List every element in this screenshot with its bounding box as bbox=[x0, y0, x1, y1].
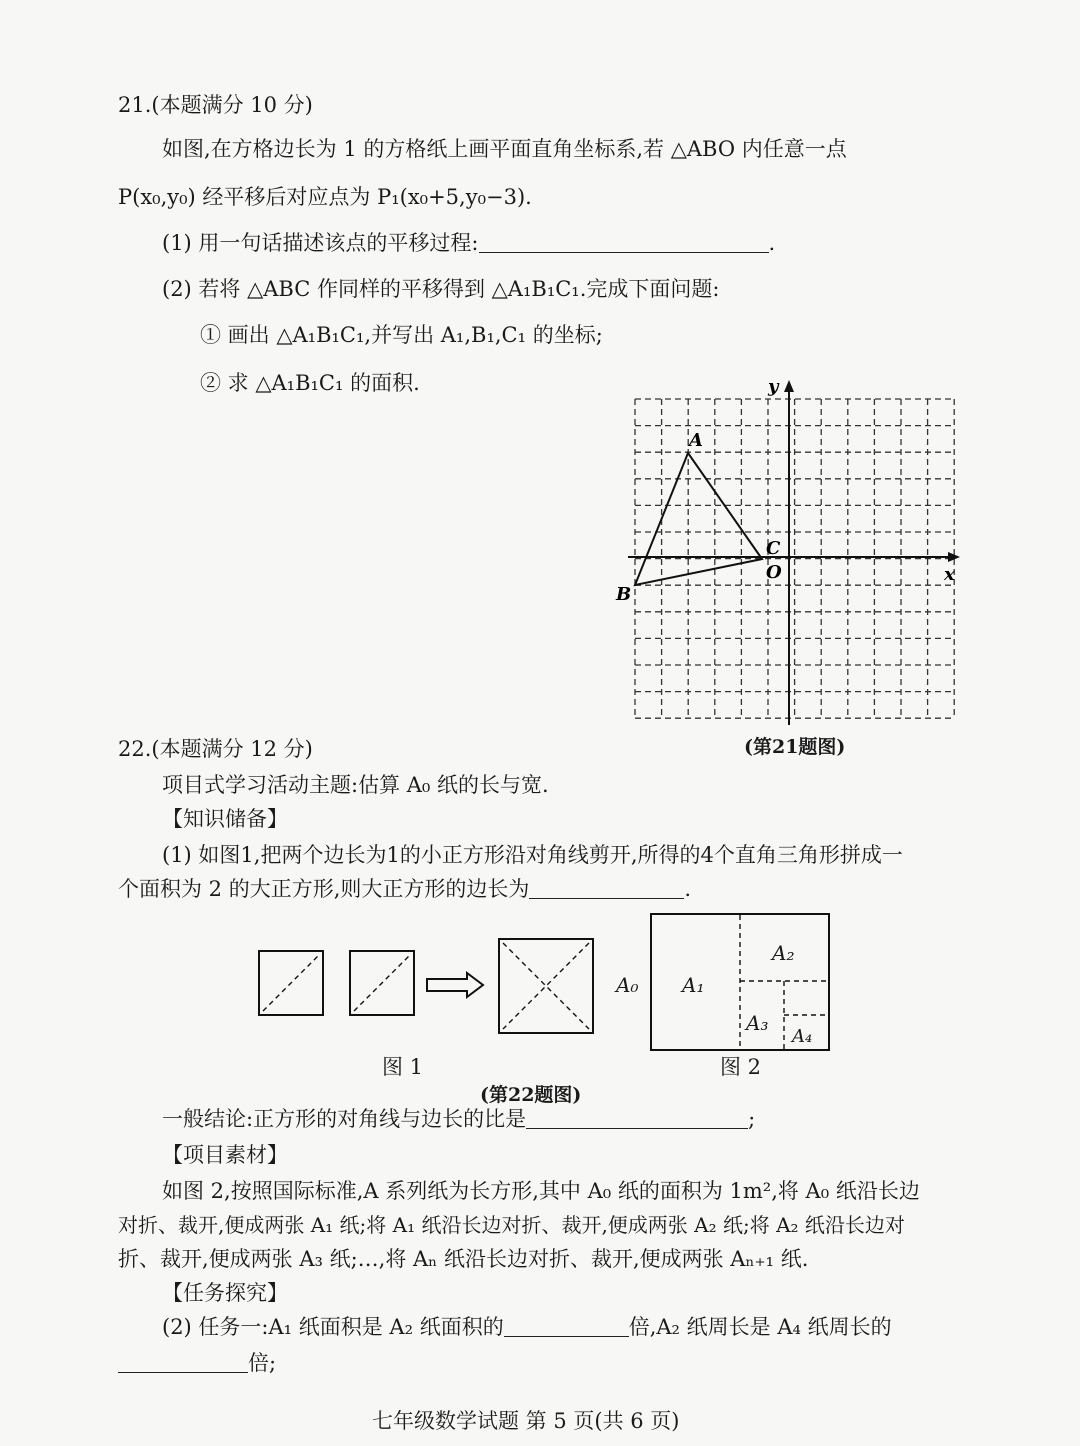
origin-label: O bbox=[766, 562, 782, 583]
answer-blank[interactable] bbox=[526, 1108, 748, 1129]
q22-figure-1 bbox=[255, 935, 600, 1040]
q22-task2-text-a: (2) 任务一:A₁ 纸面积是 A₂ 纸面积的 bbox=[162, 1315, 504, 1339]
q21-coordinate-grid bbox=[600, 370, 980, 740]
q22-header: 22.(本题满分 12 分) bbox=[118, 737, 313, 761]
q21-part1-text: (1) 用一句话描述该点的平移过程: bbox=[162, 231, 479, 255]
fig2-caption: 图 2 bbox=[720, 1055, 762, 1079]
triangle-abc bbox=[635, 453, 762, 585]
q22-conclusion bbox=[162, 1106, 755, 1132]
label-a2: A₂ bbox=[772, 941, 795, 965]
q22-k1-line1: (1) 如图1,把两个边长为1的小正方形沿对角线剪开,所得的4个直角三角形拼成一 bbox=[162, 843, 903, 867]
q22-k1-line2-text: 个面积为 2 的大正方形,则大正方形的边长为 bbox=[118, 877, 530, 901]
q21-stem-line1: 如图,在方格边长为 1 的方格纸上画平面直角坐标系,若 △ABO 内任意一点 bbox=[162, 137, 847, 161]
q21-sub1: ① 画出 △A₁B₁C₁,并写出 A₁,B₁,C₁ 的坐标; bbox=[200, 323, 603, 347]
q22-task2-line2 bbox=[118, 1350, 276, 1376]
q22-section-task: 【任务探究】 bbox=[162, 1281, 288, 1305]
answer-blank[interactable] bbox=[529, 878, 684, 899]
q21-part2: (2) 若将 △ABC 作同样的平移得到 △A₁B₁C₁.完成下面问题: bbox=[162, 277, 720, 301]
label-a3: A₃ bbox=[746, 1011, 769, 1035]
label-a1: A₁ bbox=[682, 973, 705, 997]
q21-part1 bbox=[162, 230, 775, 256]
y-axis-arrow bbox=[784, 380, 794, 392]
q22-theme: 项目式学习活动主题:估算 A₀ 纸的长与宽. bbox=[162, 773, 549, 797]
q21-header: 21.(本题满分 10 分) bbox=[118, 93, 313, 117]
answer-blank[interactable] bbox=[504, 1316, 629, 1337]
q22-k1-end: . bbox=[684, 877, 692, 901]
y-axis-label: y bbox=[768, 376, 779, 397]
answer-blank[interactable] bbox=[118, 1352, 248, 1373]
q21-figure-caption: (第21题图) bbox=[744, 736, 846, 758]
answer-blank[interactable] bbox=[479, 232, 769, 253]
q22-material-line1: 如图 2,按照国际标准,A 系列纸为长方形,其中 A₀ 纸的面积为 1m²,将 A₀ 纸沿长边 bbox=[162, 1179, 920, 1203]
q22-conclusion-text: 一般结论:正方形的对角线与边长的比是 bbox=[162, 1107, 527, 1131]
point-b-label: B bbox=[616, 584, 632, 605]
q22-section-knowledge: 【知识储备】 bbox=[162, 807, 288, 831]
q21-part1-end: . bbox=[768, 231, 776, 255]
q22-material-line3: 折、裁开,便成两张 A₃ 纸;…,将 Aₙ 纸沿长边对折、裁开,便成两张 Aₙ₊₁ 纸. bbox=[118, 1247, 809, 1271]
q22-task2-line2-text: 倍; bbox=[248, 1351, 277, 1375]
q21-sub2: ② 求 △A₁B₁C₁ 的面积. bbox=[200, 371, 420, 395]
arrow-icon bbox=[427, 973, 483, 997]
fig1-caption: 图 1 bbox=[382, 1055, 424, 1079]
q22-task2-text-b: 倍,A₂ 纸周长是 A₄ 纸周长的 bbox=[628, 1315, 892, 1339]
point-a-label: A bbox=[689, 430, 703, 451]
point-c-label: C bbox=[766, 538, 781, 559]
q22-k1-line2 bbox=[118, 876, 691, 902]
q21-stem-line2: P(x₀,y₀) 经平移后对应点为 P₁(x₀+5,y₀−3). bbox=[118, 185, 532, 209]
label-a4: A₄ bbox=[792, 1026, 813, 1047]
page-footer: 七年级数学试题 第 5 页(共 6 页) bbox=[372, 1409, 680, 1433]
q22-task2-line1 bbox=[162, 1314, 892, 1340]
x-axis-label: x bbox=[944, 564, 955, 585]
q22-section-material: 【项目素材】 bbox=[162, 1143, 288, 1167]
q22-material-line2: 对折、裁开,便成两张 A₁ 纸;将 A₁ 纸沿长边对折、裁开,便成两张 A₂ 纸;将 A₂ 纸沿长边对 bbox=[118, 1213, 905, 1237]
label-a0: A₀ bbox=[616, 973, 639, 997]
q22-conclusion-end: ; bbox=[748, 1107, 756, 1131]
q22-figure-caption: (第22题图) bbox=[480, 1084, 582, 1106]
